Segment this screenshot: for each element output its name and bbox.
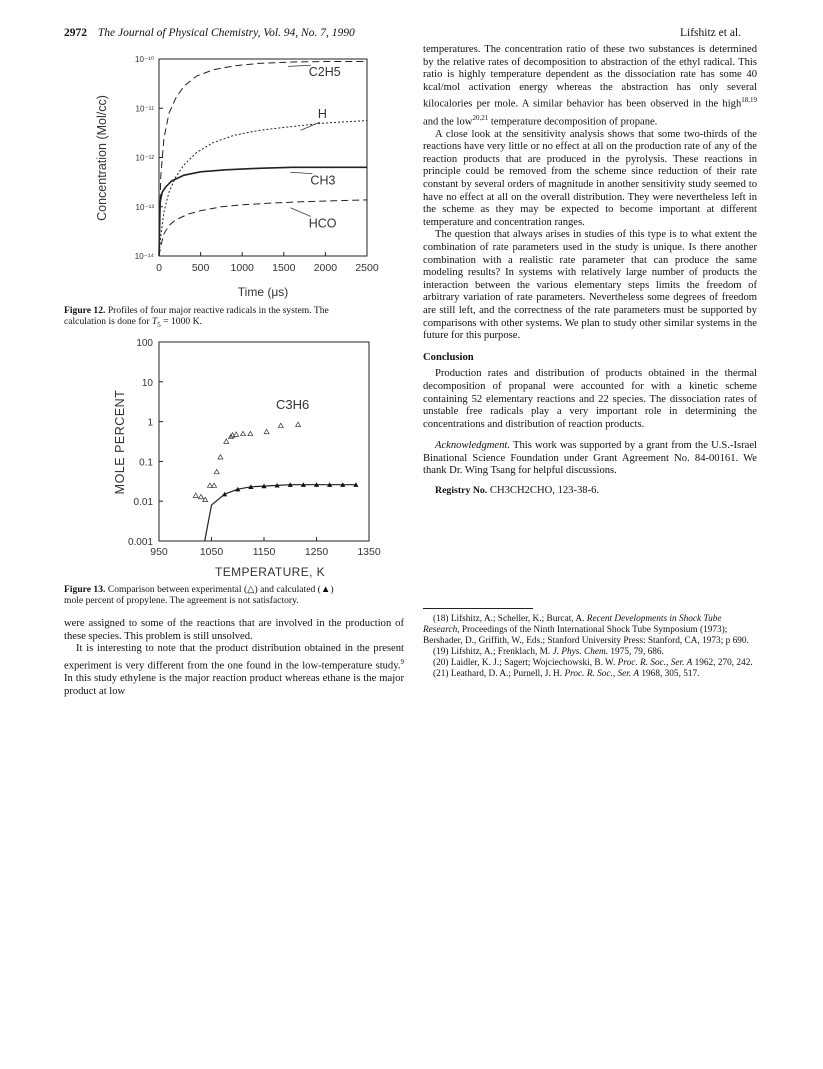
fig12-y-tick-label: 10⁻¹¹ <box>135 104 154 114</box>
ref19-post: 1975, 79, 686. <box>608 647 664 657</box>
right-para3: The question that always arises in studies of this type is to what extent the combination of rate parameters used in the study is unique. Is there another combination with a realistic rate parameter that can produce the same modeling results? In systems with relatively large number of products the interaction between the various elementary steps limits the freedom of arbitrary variation of rate parameters. Nevertheless some degrees of freedom are still left, and the correctness of the rate parameters must be supported by comparisons with other systems. We plan to study other similar systems in the future for this purpose. <box>423 229 757 342</box>
reference-20 <box>423 658 757 669</box>
fig12-caption-T: T <box>151 316 158 328</box>
figure12-chart <box>80 52 410 304</box>
right-para1-end: temperature decomposition of propane. <box>488 116 658 128</box>
fig13-experimental-point <box>248 431 253 435</box>
left-para1: were assigned to some of the reactions that are involved in the production of these species. This problem is still unsolved. <box>64 618 404 642</box>
fig13-experimental-point <box>212 483 217 487</box>
fig13-y-tick-label: 0.1 <box>139 457 153 469</box>
ref20-post: 1962, 270, 242. <box>692 658 753 668</box>
fig12-leader-h <box>300 122 319 130</box>
fig13-experimental-point <box>224 439 229 443</box>
fig13-caption-label: Figure 13. <box>64 584 106 595</box>
left-column-text <box>64 618 404 698</box>
fig12-x-tick-label: 500 <box>191 262 210 274</box>
fig13-experimental-point <box>234 432 239 436</box>
fig13-experimental-point <box>278 423 283 427</box>
left-para2-pre: It is interesting to note that the product distribution obtained in the present experiment is very different from the one found in the low-temperature study. <box>64 643 404 672</box>
fig13-y-tick-label: 100 <box>136 338 153 349</box>
registry <box>423 485 757 498</box>
left-para2-post: In this study ethylene is the major reaction product whereas ethane is the major product at low <box>64 672 404 697</box>
ref21-post: 1968, 305, 517. <box>639 669 700 679</box>
fig12-series-label-hco: HCO <box>308 216 337 231</box>
left-para2 <box>64 643 404 698</box>
fig13-calculated-curve <box>205 485 356 541</box>
fig13-x-tick-label: 1050 <box>199 546 224 558</box>
fig13-x-tick-label: 1350 <box>357 546 381 558</box>
fig12-series-label-ch3: CH3 <box>310 173 336 188</box>
right-para1-sup2: 20,21 <box>472 113 489 122</box>
fig13-caption-line2: mole percent of propylene. The agreement is not satisfactory. <box>64 595 299 607</box>
figure13-chart <box>80 336 410 581</box>
fig12-caption-sub: 5 <box>157 321 161 330</box>
running-header-authors: Lifshitz et al. <box>680 27 741 39</box>
fig12-caption-label: Figure 12. <box>64 305 106 316</box>
fig13-caption-line1: Comparison between experimental (△) and calculated (▲) <box>107 584 334 595</box>
fig12-leader-c2h5 <box>288 65 311 66</box>
fig13-x-tick-label: 950 <box>150 546 168 558</box>
conclusion-text: Production rates and distribution of products obtained in the thermal decomposition of propanal were accounted for with a kinetic scheme containing 52 elementary reactions and 22 species. The dissociation rates of unstable free radicals play a very important role in determining the concentrations and distribution of reaction products. <box>423 368 757 430</box>
running-header-left <box>64 27 355 39</box>
reference-19 <box>423 647 757 658</box>
figure13-caption <box>64 584 404 607</box>
fig12-leader-hco <box>290 208 310 217</box>
conclusion-heading: Conclusion <box>423 351 474 363</box>
ref18-post: , Proceedings of the Ninth International Shock Tube Symposium (1973); Bershader, D., Griffith, W., Eds.; Stanford University Press: Stanford, CA, 1973; p 690. <box>423 625 749 646</box>
fig12-caption-line1: Profiles of four major reactive radicals in the system. The <box>107 305 329 316</box>
fig13-x-tick-label: 1150 <box>252 546 276 558</box>
ack-label: Acknowledgment. <box>435 440 511 452</box>
fig12-y-tick-label: 10⁻¹³ <box>135 202 154 212</box>
right-para1 <box>423 44 757 129</box>
fig13-plot-frame <box>159 342 369 541</box>
fig12-ylabel: Concentration (Mol/cc) <box>95 95 109 221</box>
right-para2: A close look at the sensitivity analysis shows that some two-thirds of the reactions have very little or no effect at all on the production rate of any of the reaction products that are produced in the pyrolysis. These reactions in principle could be removed from the scheme since reduction of their rate constant by several orders of magnitude in another sensitivity study seemed to have no effect at all on the overall distribution. They were nevertheless left in the scheme as they may be expected to become important at different temperature and concentration ranges. <box>423 128 757 228</box>
fig12-caption-line2-post: = 1000 K. <box>163 316 202 328</box>
fig13-experimental-point <box>218 455 223 459</box>
ref21-pre: (21) Leathard, D. A.; Purnell, J. H. <box>433 669 565 679</box>
right-para1-text: temperatures. The concentration ratio of these two substances is determined by the relative rates of decomposition to abstraction of the ethyl radical. This ratio is highly temperature dependent as the dissociation rate has some 40 kcal/mol activation energy whereas the abstraction has only several kilocalories per mole. A similar behavior has been observed in the high <box>423 44 757 110</box>
fig13-experimental-point <box>199 494 204 498</box>
reference-18 <box>423 614 757 647</box>
fig13-y-tick-label: 0.01 <box>133 497 153 509</box>
fig13-experimental-point <box>193 493 198 497</box>
fig12-y-tick-label: 10⁻¹⁴ <box>134 252 154 261</box>
references <box>423 614 757 680</box>
references-rule <box>423 608 533 609</box>
ack-text: This work was supported by a grant from the U.S.-Israel Binational Science Foundation under Grant Agreement No. 84-00161. We thank Dr. Wing Tsang for helpful discussions. <box>423 440 757 477</box>
fig12-leader-ch3 <box>290 172 312 173</box>
fig13-series-label: C3H6 <box>276 397 310 412</box>
fig12-caption-line2-pre: calculation is done for <box>64 316 150 328</box>
ref18-ital: Recent Developments in Shock Tube Research <box>423 614 722 635</box>
reference-21 <box>423 669 757 680</box>
fig13-experimental-point <box>264 429 269 433</box>
fig13-y-tick-label: 0.001 <box>127 537 153 548</box>
registry-label: Registry No. <box>435 485 488 497</box>
figure12-caption <box>64 305 399 332</box>
fig12-x-tick-label: 1000 <box>230 262 254 274</box>
fig13-x-tick-label: 1250 <box>304 546 329 558</box>
fig13-ylabel: MOLE PERCENT <box>113 389 127 495</box>
fig12-y-tick-label: 10⁻¹⁰ <box>135 55 154 64</box>
right-column-text <box>423 44 757 498</box>
fig13-y-tick-label: 10 <box>141 377 153 389</box>
fig12-series-label-c2h5: C2H5 <box>308 65 341 80</box>
fig12-series-h <box>159 121 367 256</box>
fig12-x-tick-label: 0 <box>156 262 162 274</box>
fig13-y-tick-label: 1 <box>147 417 153 429</box>
fig13-experimental-point <box>296 422 301 426</box>
fig12-x-tick-label: 2000 <box>313 262 338 274</box>
ref20-pre: (20) Laidler, K. J.; Sagert; Wojciechowski, B. W. <box>433 658 618 668</box>
fig12-x-tick-label: 1500 <box>272 262 296 274</box>
ref20-ital: Proc. R. Soc., Ser. A <box>617 658 693 668</box>
left-para2-sup: 9 <box>400 657 404 666</box>
fig12-series-label-h: H <box>317 107 327 122</box>
fig12-x-tick-label: 2500 <box>355 262 379 274</box>
fig13-experimental-point <box>214 469 219 473</box>
journal-title: The Journal of Physical Chemistry, Vol. 94, No. 7, 1990 <box>97 27 355 39</box>
fig12-series-ch3 <box>159 167 367 256</box>
ref19-pre: (19) Lifshitz, A.; Frenklach, M. <box>433 647 553 657</box>
acknowledgment <box>423 440 757 478</box>
ref19-ital: J. Phys. Chem. <box>552 647 609 657</box>
fig13-xlabel: TEMPERATURE, K <box>214 565 326 579</box>
fig12-xlabel: Time (μs) <box>237 285 289 299</box>
right-para1-sup1: 18,19 <box>741 96 757 105</box>
registry-text: CH3CH2CHO, 123-38-6. <box>487 485 600 497</box>
right-para1-mid: and the low <box>423 116 473 128</box>
page-number: 2972 <box>64 27 87 39</box>
ref18-pre: (18) Lifshitz, A.; Scheller, K.; Burcat, A. <box>433 614 587 624</box>
fig13-experimental-point <box>203 497 208 501</box>
ref21-ital: Proc. R. Soc., Ser. A <box>564 669 640 679</box>
fig12-y-tick-label: 10⁻¹² <box>135 153 154 163</box>
fig13-experimental-point <box>241 431 246 435</box>
